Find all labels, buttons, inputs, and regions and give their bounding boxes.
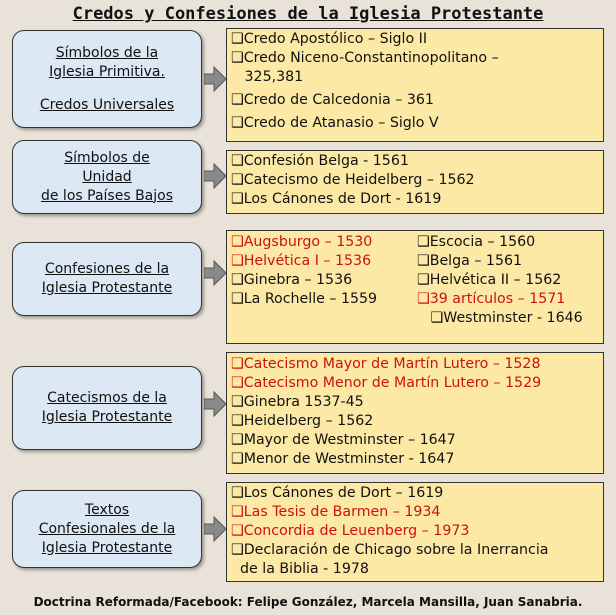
section-2-label-box bbox=[12, 140, 202, 214]
section-2-label-line: Unidad bbox=[82, 168, 132, 185]
section-2-label-line: Símbolos de bbox=[64, 149, 150, 166]
section-3-label-box bbox=[12, 242, 202, 316]
section-3-label-line: Confesiones de la bbox=[44, 261, 170, 277]
list-item: ❑Credo Niceno-Constantinopolitano – bbox=[231, 50, 499, 66]
list-item: ❑Escocia – 1560 bbox=[417, 234, 536, 250]
list-item: ❑Augsburgo – 1530 bbox=[231, 234, 373, 250]
list-item: ❑Credo de Atanasio – Siglo V bbox=[231, 115, 439, 131]
list-item: ❑Belga – 1561 bbox=[417, 253, 523, 269]
section-1-arrow-icon bbox=[204, 66, 226, 92]
section-1-label-line: Iglesia Primitiva. bbox=[49, 63, 165, 80]
section-2-label-line: de los Países Bajos bbox=[40, 187, 173, 204]
section-4-label-line: Catecismos de la bbox=[47, 390, 167, 406]
list-item: ❑Helvética I – 1536 bbox=[231, 253, 372, 269]
section-3-arrow-icon bbox=[204, 260, 226, 286]
section-5-arrow-icon bbox=[204, 516, 226, 542]
list-item: ❑Ginebra 1537-45 bbox=[231, 394, 364, 410]
section-1-label-line: Credos Universales bbox=[39, 96, 175, 113]
section-4-arrow-icon bbox=[204, 391, 226, 417]
list-item: ❑Credo Apostólico – Siglo II bbox=[231, 31, 428, 47]
section-2-list bbox=[226, 150, 604, 214]
list-item: ❑Catecismo de Heidelberg – 1562 bbox=[231, 172, 475, 188]
section-5-list bbox=[226, 482, 604, 582]
list-item: ❑Helvética II – 1562 bbox=[417, 272, 562, 288]
list-item: ❑Los Cánones de Dort – 1619 bbox=[231, 485, 444, 501]
list-item: ❑Catecismo Menor de Martín Lutero – 1529 bbox=[231, 375, 542, 391]
section-5-label-line: Textos bbox=[84, 501, 130, 518]
list-item: ❑La Rochelle – 1559 bbox=[231, 291, 378, 307]
list-item: ❑Concordia de Leuenberg – 1973 bbox=[231, 523, 470, 539]
list-item: ❑Westminster - 1646 bbox=[417, 310, 583, 326]
list-item: ❑Ginebra – 1536 bbox=[231, 272, 353, 288]
section-5-label-line: Confesionales de la bbox=[38, 520, 176, 537]
list-item: ❑Mayor de Westminster – 1647 bbox=[231, 432, 456, 448]
section-4-label-line: Iglesia Protestante bbox=[41, 409, 173, 425]
section-4-label-box bbox=[12, 366, 202, 450]
footer-credits: Doctrina Reformada/Facebook: Felipe González, Marcela Mansilla, Juan Sanabria. bbox=[33, 595, 583, 609]
list-item: ❑Declaración de Chicago sobre la Inerrancia bbox=[231, 542, 549, 558]
section-3-list bbox=[226, 230, 604, 344]
section-1-list bbox=[226, 28, 604, 142]
section-1-label-line: Símbolos de la bbox=[55, 44, 159, 61]
list-item: ❑Heidelberg – 1562 bbox=[231, 413, 374, 429]
list-item: ❑Menor de Westminster - 1647 bbox=[231, 451, 455, 467]
list-item: 325,381 bbox=[231, 69, 304, 85]
section-5-label-line: Iglesia Protestante bbox=[41, 539, 173, 556]
list-item: de la Biblia - 1978 bbox=[231, 561, 369, 577]
list-item: ❑Catecismo Mayor de Martín Lutero – 1528 bbox=[231, 356, 541, 372]
list-item: ❑Confesión Belga - 1561 bbox=[231, 153, 409, 169]
list-item: ❑Las Tesis de Barmen – 1934 bbox=[231, 504, 441, 520]
section-3-label-line: Iglesia Protestante bbox=[41, 280, 173, 296]
section-5-label-box bbox=[12, 490, 202, 568]
section-1-label-box bbox=[12, 30, 202, 128]
list-item: ❑Credo de Calcedonia – 361 bbox=[231, 92, 434, 108]
page-title: Credos y Confesiones de la Iglesia Protestante bbox=[72, 4, 544, 24]
section-2-arrow-icon bbox=[204, 163, 226, 189]
list-item: ❑Los Cánones de Dort - 1619 bbox=[231, 191, 442, 207]
list-item: ❑39 artículos – 1571 bbox=[417, 291, 566, 307]
section-4-list bbox=[226, 352, 604, 474]
